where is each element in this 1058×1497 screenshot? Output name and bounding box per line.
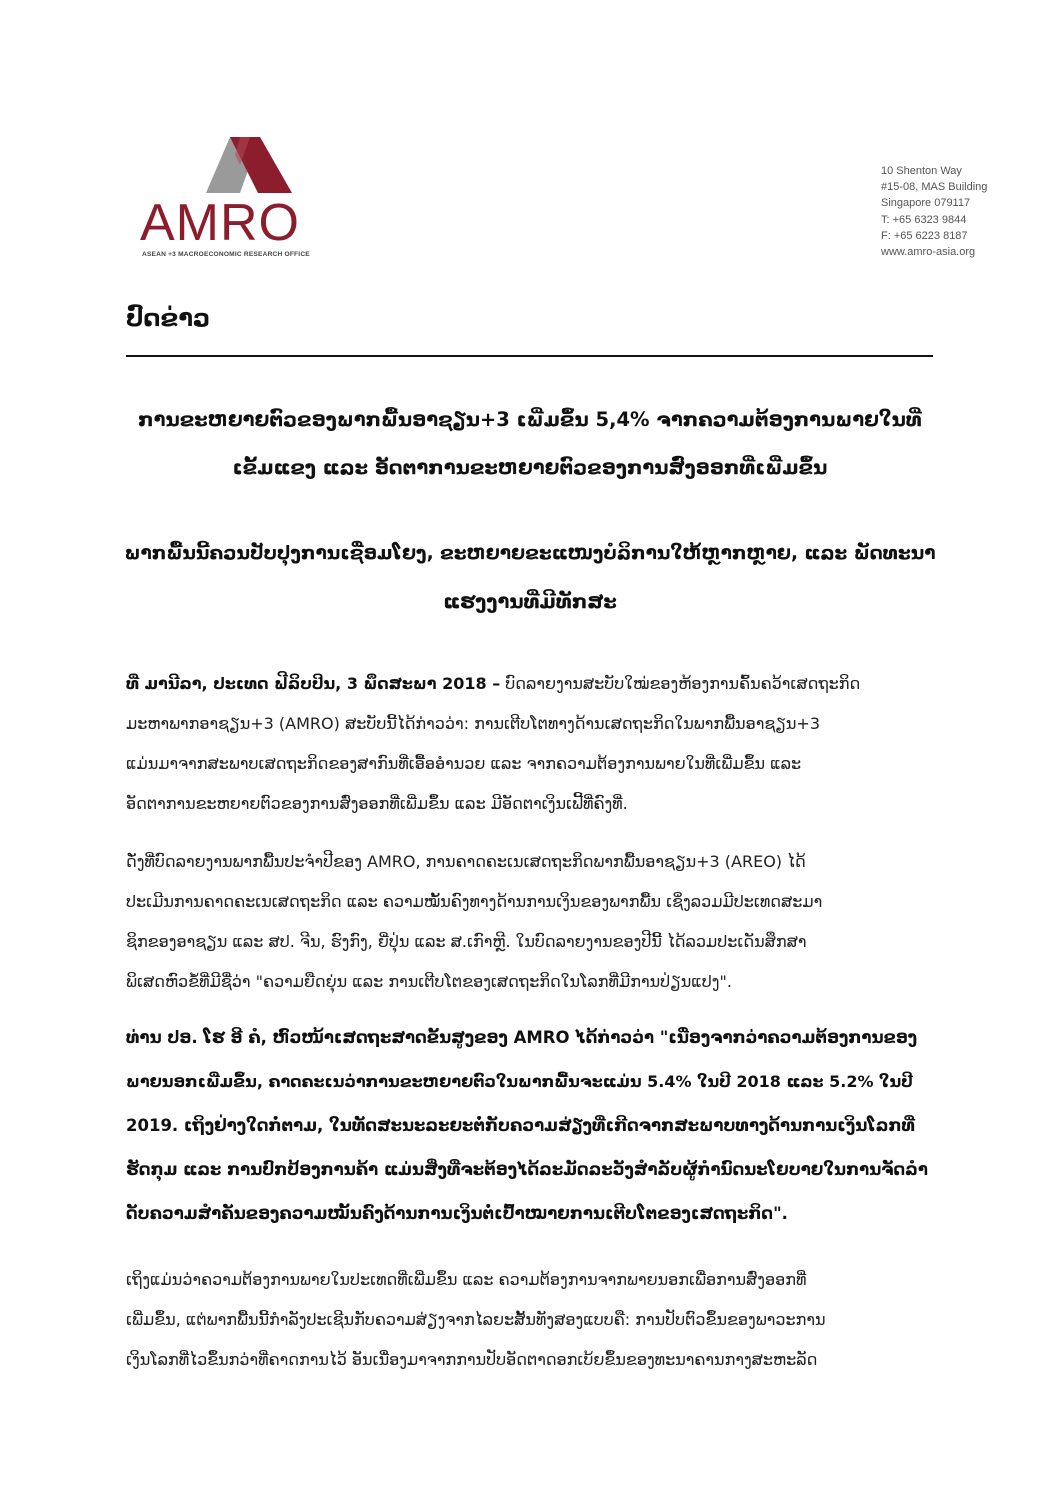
quote-line: 2019. ເຖິງຢ່າງໃດກໍ່ຕາມ, ໃນທັດສະນະລະຍະຕໍ່ກັບຄວາມສ່ຽງທີ່ເກີດຈາກສະພາບທາງດ້ານການເງິນໂລກທີ່ [126,1116,915,1135]
paragraph-text: ບົດລາຍງານສະບັບໃໝ່ຂອງຫ້ອງການຄົ້ນຄວ້າເສດຖະກິດ [500,674,861,693]
paragraph-report [126,842,933,1002]
subtitle-line: ພາກພື້ນນີ້ຄວນປັບປຸງການເຊື່ອມໂຍງ, ຂະຫຍາຍຂະແໜງບໍລິການໃຫ້ຫຼາກຫຼາຍ, ແລະ ພັດທະນາ [124,543,936,564]
paragraph-line: ຊິກຂອງອາຊຽນ ແລະ ສປ. ຈີນ, ຮົງກົງ, ຍີ່ປຸ່ນ ແລະ ສ.ເກົາຫຼີ. ໃນບົດລາຍງານຂອງປີນີ້ ໄດ້ລວມປະເດັນສຶກສາ [126,932,807,951]
paragraph-line: ປະເມີນການຄາດຄະເນເສດຖະກິດ ແລະ ຄວາມໝັ້ນຄົງທາງດ້ານການເງິນຂອງພາກພື້ນ ເຊິ່ງລວມມີປະເທດສະມາ [126,892,823,911]
amro-logo [140,135,352,265]
subtitle-line: ແຮງງານທີ່ມີທັກສະ [443,590,617,613]
paragraph-line: ເງິນໂລກທີ່ໄວຂຶ້ນກວ່າທີ່ຄາດການໄວ້ ອັນເນື່ອງມາຈາກການປັບອັດຕາດອກເບ້ຍຂຶ້ນຂອງທະນາຄານກາງສະຫະລັດ [126,1350,818,1369]
address-block [881,163,987,260]
title-line: ເຂັ້ມແຂງ ແລະ ອັດຕາການຂະຫຍາຍຕົວຂອງການສົ່ງອອກທີ່ເພີ່ມຂຶ້ນ [232,456,828,479]
address-line: #15-08, MAS Building [881,181,988,194]
phone-line: T: +65 6323 9844 [881,213,967,226]
address-line: 10 Shenton Way [881,165,962,177]
website-link[interactable]: www.amro-asia.org [881,246,976,259]
press-title [120,396,940,492]
paragraph-intro [126,664,933,824]
paragraph-risks [126,1260,933,1380]
quote-line: ຮັດກຸມ ແລະ ການປົກປ້ອງການຄ້າ ແມ່ນສິ່ງທີ່ຈະຕ້ອງໄດ້ລະມັດລະວັງສໍາລັບຜູ້ກໍານົດນະໂຍບາຍໃນການຈັດລໍາ [126,1160,928,1179]
fax-line: F: +65 6223 8187 [881,229,968,242]
title-line: ການຂະຫຍາຍຕົວຂອງພາກພື້ນອາຊຽນ+3 ເພີ່ມຂຶ້ນ 5,4% ຈາກຄວາມຕ້ອງການພາຍໃນທີ່ [138,408,922,431]
logo-wordmark: AMRO [140,194,300,252]
quote-line: ທ່ານ ປອ. ໂຮ ອີ ຄໍ, ຫົວໜ້າເສດຖະສາດຂັ້ນສູງຂອງ AMRO ໄດ້ກ່າວວ່າ "ເນື່ອງຈາກວ່າຄວາມຕ້ອງການຂອງ [126,1028,918,1047]
paragraph-line: ດັ່ງທີ່ບົດລາຍງານພາກພື້ນປະຈໍາປີຂອງ AMRO, ການຄາດຄະເນເສດຖະກິດພາກພື້ນອາຊຽນ+3 (AREO) ໄດ້ [126,852,806,871]
paragraph-line: ເຖິງແມ່ນວ່າຄວາມຕ້ອງການພາຍໃນປະເທດທີ່ເພີ່ມຂຶ້ນ ແລະ ຄວາມຕ້ອງການຈາກພາຍນອກເພື່ອການສົ່ງອອກທີ່ [126,1270,807,1289]
paragraph-line: ເພີ່ມຂຶ້ນ, ແຕ່ພາກພື້ນນີ້ກໍາລັງປະເຊີນກັບຄວາມສ່ຽງຈາກໄລຍະສັ້ນທັງສອງແບບຄື: ການປັບຕົວຂຶ້ນຂອງພາວະການ [126,1310,826,1329]
dateline: ທີ່ ມານີລາ, ປະເທດ ຟີລິບປິນ, 3 ພຶດສະພາ 2018 – [126,674,501,693]
paragraph-line: ອັດຕາການຂະຫຍາຍຕົວຂອງການສົ່ງອອກທີ່ເພີ່ມຂຶ້ນ ແລະ ມີອັດຕາເງິນເຟີ້ທີ່ຄົງທີ່. [126,794,628,813]
press-subtitle [120,530,940,626]
quote-line: ພາຍນອກເພີ່ມຂຶ້ນ, ຄາດຄະເນວ່າການຂະຫຍາຍຕົວໃນພາກພື້ນຈະແມ່ນ 5.4% ໃນປີ 2018 ແລະ 5.2% ໃນປີ [126,1072,913,1091]
paragraph-line: ພິເສດຫົວຂໍ້ທີ່ມີຊື່ວ່າ "ຄວາມຍືດຍຸ່ນ ແລະ ການເຕີບໂຕຂອງເສດຖະກິດໃນໂລກທີ່ມີການປ່ຽນແປງ". [126,972,732,991]
page-heading: ປົດຂ່າວ [126,304,211,332]
paragraph-quote [126,1016,933,1236]
heading-divider [126,355,933,357]
quote-line: ດັບຄວາມສໍາຄັນຂອງຄວາມໝັ້ນຄົງດ້ານການເງິນຕໍ່ເປົ້າໝາຍການເຕີບໂຕຂອງເສດຖະກິດ". [126,1204,788,1223]
logo-subtitle: ASEAN +3 MACROECONOMIC RESEARCH OFFICE [142,251,310,258]
paragraph-line: ແມ່ນມາຈາກສະພາບເສດຖະກິດຂອງສາກົນທີ່ເອື້ອອໍານວຍ ແລະ ຈາກຄວາມຕ້ອງການພາຍໃນທີ່ເພີ່ມຂຶ້ນ ແລະ [126,754,802,773]
address-line: Singapore 079117 [881,197,971,210]
paragraph-line: ມະຫາພາກອາຊຽນ+3 (AMRO) ສະບັບນີ້ໄດ້ກ່າວວ່າ: ການເຕີບໂຕທາງດ້ານເສດຖະກິດໃນພາກພື້ນອາຊຽນ+3 [126,714,821,733]
